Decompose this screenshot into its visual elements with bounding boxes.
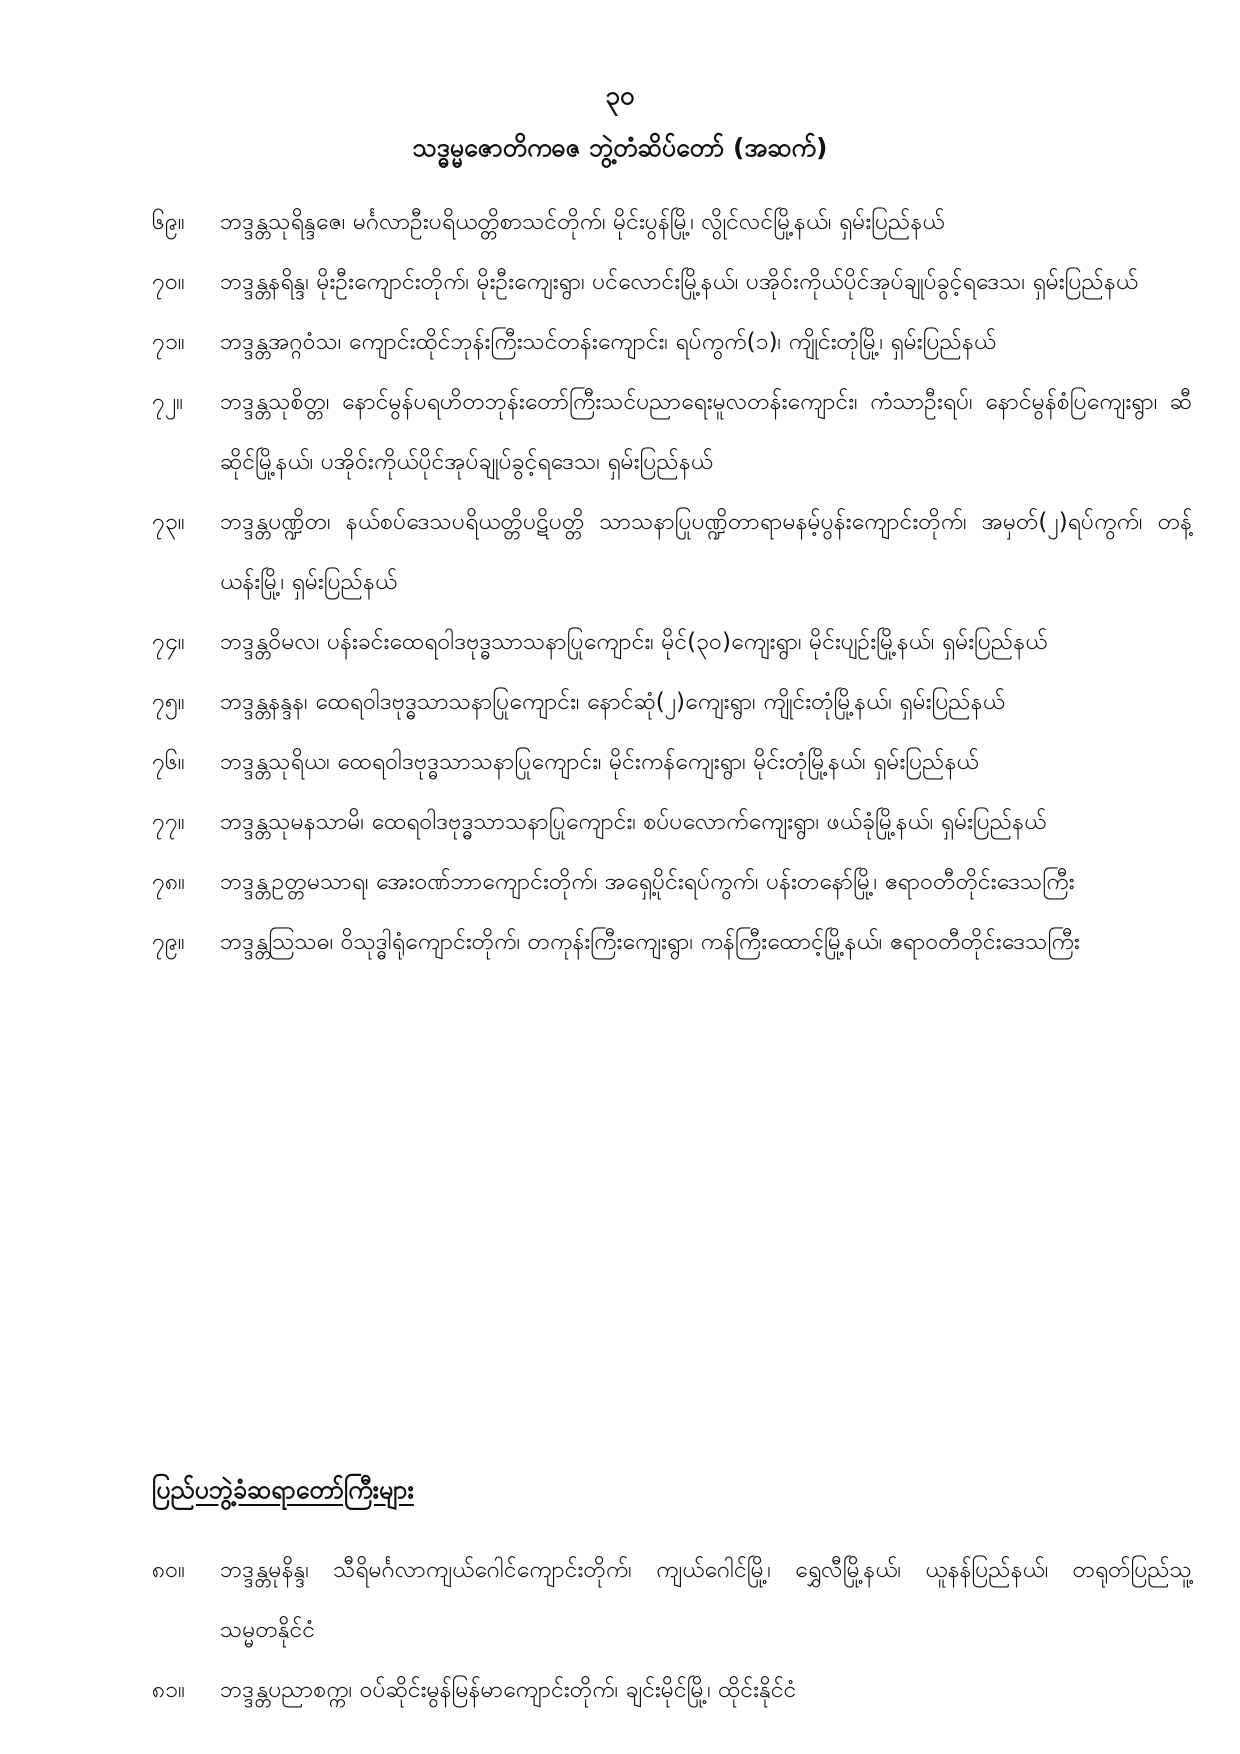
list-item-text: ဘဒ္ဒန္တသုရိယ၊ ထေရဝါဒဗုဒ္ဓသာသနာပြုကျောင်း၊ မိုင်းကန်ကျေးရွာ၊ မိုင်းတုံမြို့နယ်၊ ရှမ်းပြည်နယ်	[220, 749, 979, 775]
list-item	[152, 672, 1192, 732]
page-title: သဒ္ဓမ္မဇောတိကဓဇ ဘွဲ့တံဆိပ်တော် (အဆက်)	[412, 133, 828, 162]
list-item-text: ဘဒ္ဒန္တပဏ္ဍိတ၊ နယ်စပ်ဒေသပရိယတ္တိပဋိပတ္တိ သာသနာပြုပဏ္ဍိတာရာမနမ့်ပွန်းကျောင်းတိုက်၊ အမှတ်(၂)ရပ်ကွက်၊ တန့်ယန်းမြို့၊ ရှမ်းပြည်နယ်	[220, 509, 1192, 595]
list-item-text: ဘဒ္ဒန္တနန္ဒန၊ ထေရဝါဒဗုဒ္ဓသာသနာပြုကျောင်း၊ နောင်ဆုံ(၂)ကျေးရွာ၊ ကျိုင်းတုံမြို့နယ်၊ ရှမ်းပြည်နယ်	[220, 689, 1005, 715]
list-item-text: ဘဒ္ဒန္တဝိမလ၊ ပန်းခင်းထေရဝါဒဗုဒ္ဓသာသနာပြုကျောင်း၊ မိုင်(၃၀)ကျေးရွာ၊ မိုင်းပျဉ်းမြို့နယ်၊ ရှမ်းပြည်နယ်	[220, 629, 1048, 655]
list-item	[152, 492, 1192, 612]
list-item-number: ၇၁။	[152, 329, 185, 355]
list-item-text: ဘဒ္ဒန္တသုစိတ္တ၊ နောင်မွန်ပရဟိတဘုန်းတော်ကြီးသင်ပညာရေးမူလတန်းကျောင်း၊ ကံသာဦးရပ်၊ နောင်မွန်စံပြကျေးရွာ၊ ဆီဆိုင်မြို့နယ်၊ ပအိုဝ်းကိုယ်ပိုင်အုပ်ချုပ်ခွင့်ရဒေသ၊ ရှမ်းပြည်နယ်	[220, 389, 1192, 475]
list-item-text: ဘဒ္ဒန္တသြသဓ၊ ဝိသုဒ္ဓါရုံကျောင်းတိုက်၊ တကုန်းကြီးကျေးရွာ၊ ကန်ကြီးထောင့်မြို့နယ်၊ ဧရာဝတီတိုင်းဒေသကြီး	[220, 929, 1080, 955]
list-item-text: ဘဒ္ဒန္တသုရိန္ဒဇေ၊ မင်္ဂလာဦးပရိယတ္တိစာသင်တိုက်၊ မိုင်းပွန်မြို့၊ လွိုင်လင်မြို့နယ်၊ ရှမ်းပြည်နယ်	[220, 209, 945, 235]
list-item-number: ၇၅။	[152, 689, 185, 715]
award-list	[152, 192, 1192, 972]
page-number: ၃၀	[605, 81, 635, 111]
list-item	[152, 912, 1192, 972]
list-item-number: ၇၆။	[152, 749, 185, 775]
foreign-award-list	[152, 1540, 1192, 1720]
list-item	[152, 312, 1192, 372]
list-item	[152, 852, 1192, 912]
list-item-number: ၆၉။	[152, 209, 185, 235]
list-item-number: ၇၇။	[152, 809, 185, 835]
list-item-number: ၈၀။	[152, 1557, 186, 1583]
list-item	[152, 732, 1192, 792]
list-item	[152, 1540, 1192, 1660]
list-item-text: ဘဒ္ဒန္တသုမနသာမိ၊ ထေရဝါဒဗုဒ္ဓသာသနာပြုကျောင်း၊ စပ်ပလောက်ကျေးရွာ၊ ဖယ်ခုံမြို့နယ်၊ ရှမ်းပြည်နယ်	[220, 809, 1047, 835]
list-item-number: ၈၁။	[152, 1677, 186, 1703]
list-item	[152, 1660, 1192, 1720]
list-item-text: ဘဒ္ဒန္တနရိန္ဒ၊ မိုးဦးကျောင်းတိုက်၊ မိုးဦးကျေးရွာ၊ ပင်လောင်းမြို့နယ်၊ ပအိုဝ်းကိုယ်ပိုင်အုပ်ချုပ်ခွင့်ရဒေသ၊ ရှမ်းပြည်နယ်	[220, 269, 1139, 295]
list-item-text: ဘဒ္ဒန္တဥတ္တမသာရ၊ အေးဝဏ်ဘာကျောင်းတိုက်၊ အရှေ့ပိုင်းရပ်ကွက်၊ ပန်းတနော်မြို့၊ ဧရာဝတီတိုင်းဒေသကြီး	[220, 869, 1075, 895]
list-item	[152, 792, 1192, 852]
list-item-number: ၇၃။	[152, 509, 185, 535]
list-item-number: ၇၄။	[152, 629, 185, 655]
section-heading: ပြည်ပဘွဲ့ခံဆရာတော်ကြီးများ	[152, 1475, 414, 1504]
list-item-text: ဘဒ္ဒန္တအဂ္ဂဝံသ၊ ကျောင်းထိုင်ဘုန်းကြီးသင်တန်းကျောင်း၊ ရပ်ကွက်(၁)၊ ကျိုင်းတုံမြို့၊ ရှမ်းပြည်နယ်	[220, 329, 997, 355]
list-item	[152, 372, 1192, 492]
list-item	[152, 192, 1192, 252]
list-item-text: ဘဒ္ဒန္တပညာစက္က၊ ဝပ်ဆိုင်းမွန်မြန်မာကျောင်းတိုက်၊ ချင်းမိုင်မြို့၊ ထိုင်းနိုင်ငံ	[220, 1677, 797, 1703]
list-item-number: ၇၉။	[152, 929, 185, 955]
list-item-number: ၇၂။	[152, 389, 184, 415]
list-item-number: ၇၈။	[152, 869, 186, 895]
list-item	[152, 252, 1192, 312]
list-item	[152, 612, 1192, 672]
list-item-number: ၇၀။	[152, 269, 185, 295]
list-item-text: ဘဒ္ဒန္တမုနိန္ဒ၊ သီရိမင်္ဂလာကျယ်ဂေါင်ကျောင်းတိုက်၊ ကျယ်ဂေါင်မြို့၊ ရွှေလီမြို့နယ်၊ ယူနန်ပြည်နယ်၊ တရုတ်ပြည်သူ့သမ္မတနိုင်ငံ	[220, 1557, 1192, 1643]
